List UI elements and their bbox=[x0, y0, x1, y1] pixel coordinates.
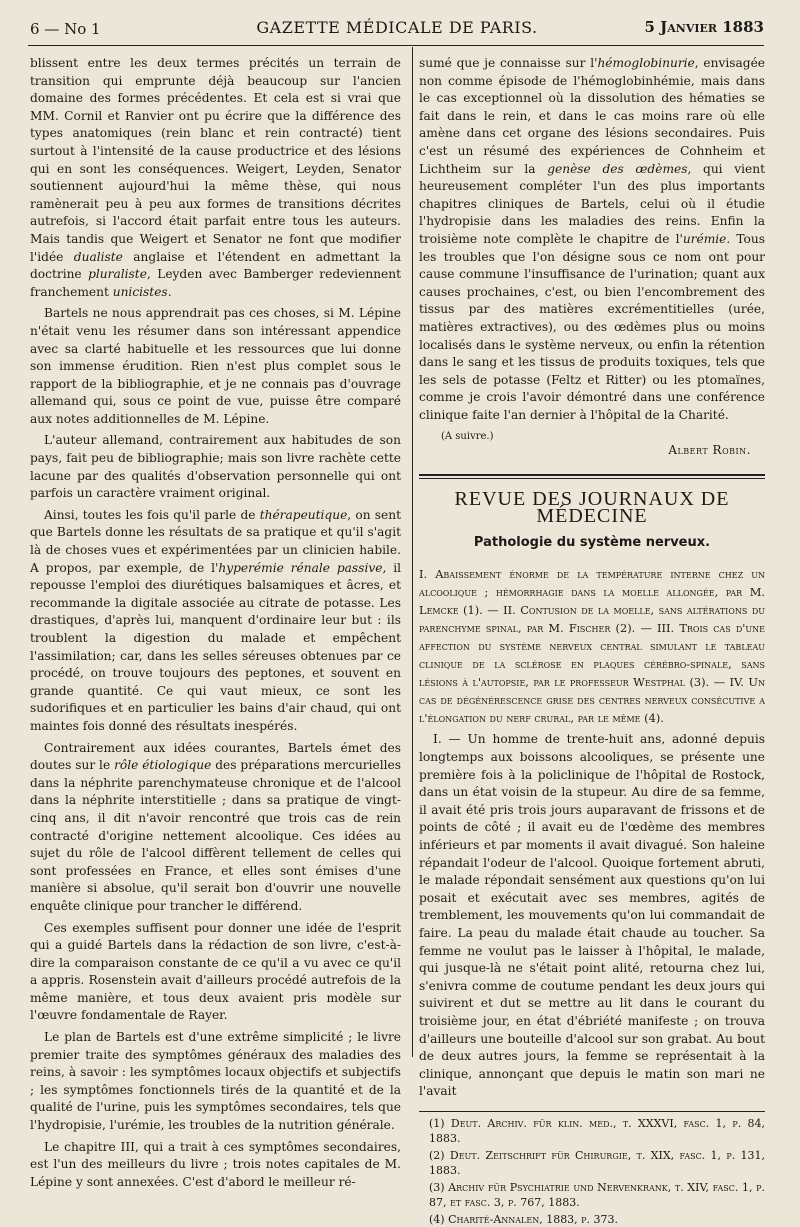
page-number: 6 — No 1 bbox=[30, 20, 101, 38]
header-rule bbox=[28, 45, 764, 46]
section-rule-thin bbox=[419, 478, 765, 479]
paragraph: Le plan de Bartels est d'une extrême simplicité ; le livre premier traite des symptômes généraux des maladies des reins, à savoir : les symptômes locaux objectifs et subjectifs ; les symptômes fonctionnels tirés de la quantité et de la qualité de l'urine, puis les symptômes secondaires, tels que l'hydropisie, l'urémie, les troubles de la nutrition générale. bbox=[30, 1030, 401, 1133]
column-rule bbox=[412, 47, 413, 1057]
article-author: Albert Robin. bbox=[668, 443, 751, 458]
to-be-continued: (A suivre.) bbox=[441, 431, 494, 443]
footnote: (3) Archiv für Psychiatrie und Nervenkrank, t. XIV, fasc. 1, p. 87, et fasc. 3, p. 767, 1883. bbox=[429, 1180, 765, 1209]
footnote: (1) Deut. Archiv. für klin. med., t. XXXVI, fasc. 1, p. 84, 1883. bbox=[429, 1116, 765, 1145]
section-rule bbox=[419, 474, 765, 476]
paragraph: Le chapitre III, qui a trait à ces symptômes secondaires, est l'un des meilleurs du livre ; trois notes capitales de M. Lépine y sont annexées. C'est d'abord le meilleur ré- bbox=[30, 1139, 401, 1189]
section-subtitle: Pathologie du système nerveux. bbox=[473, 534, 711, 550]
paragraph: L'auteur allemand, contrairement aux habitudes de son pays, fait peu de bibliographie; mais son livre rachète cette lacune par des qualités d'observation personnelle qui ont parfois un caractère vraiment original. bbox=[30, 433, 401, 501]
paragraph: blissent entre les deux termes précités un terrain de transition qui emprunte déjà beaucoup sur l'ancien domaine des formes précédentes. Et cela est si vrai que MM. Cornil et Ranvier ont pu écrire que la différence des types anatomiques (rein blanc et rein contracté) tient surtout à l'intensité de la cause productrice et des lésions qui en sont les conséquences. Weigert, Leyden, Senator soutiennent aujourd'hui la même thèse, qui nous ramènerait peu à peu aux formes de transitions décrites autrefois, si l'accord était parfait entre tous les auteurs. Mais tandis que Weigert et Senator ne font que modifier l'idée dualiste anglaise et l'étendent en admettant la doctrine pluraliste, Leyden avec Bamberger redeviennent franchement unicistes. bbox=[30, 56, 402, 299]
section-title: REVUE DES JOURNAUX DE MÉDECINE bbox=[454, 487, 730, 528]
left-column bbox=[30, 55, 402, 1189]
footnote: (4) Charité-Annalen, 1883, p. 373. bbox=[429, 1212, 619, 1226]
journal-title: GAZETTE MÉDICALE DE PARIS. bbox=[256, 18, 538, 37]
issue-date: 5 Janvier 1883 bbox=[644, 18, 764, 36]
footnotes bbox=[419, 1111, 765, 1227]
paragraph: Ainsi, toutes les fois qu'il parle de thérapeutique, on sent que Bartels donne les résultats de sa pratique et qu'il s'agit là de choses vues et expérimentées par un clinicien habile. A propos, par exemple, de l'hyperémie rénale passive, il repousse l'emploi des diurétiques balsamiques et âcres, et recommande la digitale associée au citrate de potasse. Les drastiques, d'après lui, manquent d'ordinaire leur but : ils troublent la digestion du malade et empêchent l'assimilation; car, dans les selles séreuses obtenues par ce procédé, on trouve toujours des peptones, et souvent en grande quantité. Ce qui vaut mieux, ce sont les sudorifiques et en particulier les bains d'air chaud, qui ont maintes fois donné des résultats inespérés. bbox=[30, 507, 402, 733]
page-header bbox=[30, 18, 764, 42]
paragraph: I. — Un homme de trente-huit ans, adonné depuis longtemps aux boissons alcooliques, se présente une première fois à la policlinique de l'hôpital de Rostock, dans un état voisin de la stupeur. Au dire de sa femme, il avait été pris trois jours auparavant de frissons et de points de côté ; il avait eu de l'œdème des membres inférieurs et par moments il avait divagué. Son haleine répandait l'odeur de l'alcool. Quoique fortement abruti, le malade répondait sensément aux questions qu'on lui posait et exécutait avec ses membres, agités de tremblement, les mouvements qu'on lui commandait de faire. La peau du malade était chaude au toucher. Sa femme ne voulut pas le laisser à l'hôpital, le malade, qui jusque-là ne s'était point alité, retourna chez lui, s'enivra comme de coutume pendant les deux jours qui suivirent et dut se mettre au lit dans le courant du troisième jour, en état d'ébriété manifeste ; on trouva d'ailleurs une bouteille d'alcool sur son grabat. Au bout de deux autres jours, la femme se représentait à la clinique, annonçant que depuis le matin son mari ne l'avait bbox=[419, 732, 765, 1099]
paragraph: sumé que je connaisse sur l'hémoglobinurie, envisagée non comme épisode de l'hémoglobinhémie, mais dans le cas exceptionnel où la dissolution des hématies se fait dans le rein, et dans le cas moins rare où elle amène dans cet organe des lésions secondaires. Puis c'est un résumé des expériences de Cohnheim et Lichtheim sur la genèse des œdèmes, qui vient heureusement compléter l'un des plus importants chapitres cliniques de Bartels, celui où il étudie l'hydropisie dans les maladies des reins. Enfin la troisième note complète le chapitre de l'urémie. Tous les troubles que l'on désigne sous ce nom ont pour cause commune l'insuffisance de l'urination; quant aux causes prochaines, c'est, ou bien l'encombrement des tissus par des matières excrémentitielles (urée, matières extractives), ou des œdèmes plus ou moins localisés dans le système nerveux, ou enfin la rétention dans le sang et les tissus de produits toxiques, tels que les sels de potasse (Feltz et Ritter) ou les ptomaïnes, comme je crois l'avoir démontré dans une conférence clinique faite l'an dernier à l'hôpital de la Charité. bbox=[419, 56, 766, 422]
footnote: (2) Deut. Zeitschrift für Chirurgie, t. XIX, fasc. 1, p. 131, 1883. bbox=[429, 1148, 765, 1177]
right-column bbox=[419, 55, 766, 1226]
paragraph: Contrairement aux idées courantes, Bartels émet des doutes sur le rôle étiologique des préparations mercurielles dans la néphrite parenchymateuse chronique et de l'alcool dans la néphrite interstitielle ; dans sa pratique de vingt-cinq ans, il dit n'avoir rencontré que trois cas de rein contracté d'origine nettement alcoolique. Ces idées au sujet du rôle de l'alcool diffèrent tellement de celles qui sont professées en France, et elles sont émises d'une manière si absolue, qu'il serait bon d'ouvrir une nouvelle enquête clinique pour trancher le différend. bbox=[30, 740, 402, 913]
summary-paragraph: I. Abaissement énorme de la température interne chez un alcoolique ; hémorrhagie dans la moelle allongée, par M. Lemcke (1). — II. Contusion de la moelle, sans altérations du parenchyme spinal, par M. Fischer (2). — III. Trois cas d'une affection du système nerveux central simulant le tableau clinique de la sclérose en plaques cérébro-spinale, sans lésions à l'autopsie, par le professeur Westphal (3). — IV. Un cas de dégénérescence grise des centres nerveux consécutive a l'élongation du nerf crural, par le même (4). bbox=[419, 567, 765, 726]
paragraph: Ces exemples suffisent pour donner une idée de l'esprit qui a guidé Bartels dans la rédaction de son livre, c'est-à-dire la comparaison constante de ce qu'il a vu avec ce qu'il a appris. Rosenstein avait d'ailleurs procédé autrefois de la même manière, et tous deux avaient pris modèle sur l'œuvre fondamentale de Rayer. bbox=[30, 920, 401, 1023]
paragraph: Bartels ne nous apprendrait pas ces choses, si M. Lépine n'était venu les résumer dans son intéressant appendice avec sa clarté habituelle et les ressources que lui donne son immense érudition. Rien n'est plus complet sous le rapport de la bibliographie, et je ne connais pas d'ouvrage allemand qui, sous ce point de vue, puisse être comparé aux notes additionnelles de M. Lépine. bbox=[30, 306, 401, 426]
